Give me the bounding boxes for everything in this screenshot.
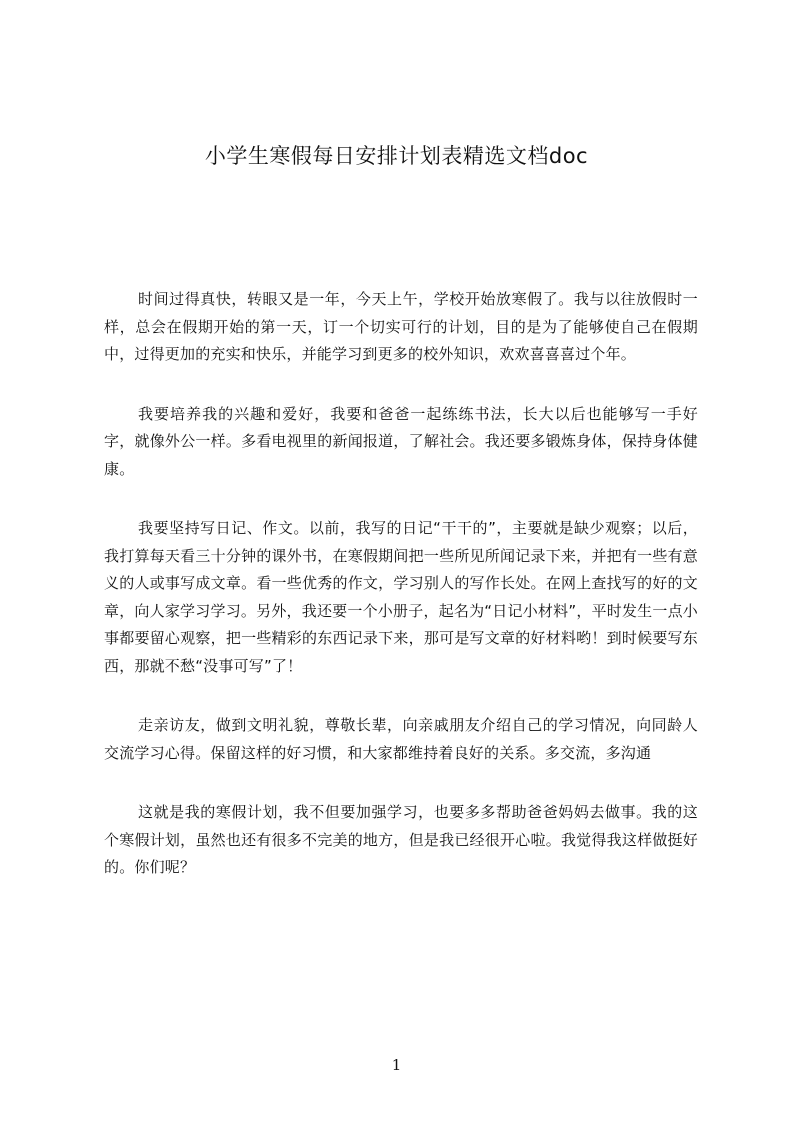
document-title: 小学生寒假每日安排计划表精选文档doc — [204, 144, 589, 168]
page-number: 1 — [391, 1056, 402, 1074]
paragraph-2: 我要培养我的兴趣和爱好，我要和爸爸一起练练书法，长大以后也能够写一手好字，就像外公一样。多看电视里的新闻报道，了解社会。我还要多锻炼身体，保持身体健康。 — [104, 404, 698, 478]
paragraph-1: 时间过得真快，转眼又是一年，今天上午，学校开始放寒假了。我与以往放假时一样，总会在假期开始的第一天，订一个切实可行的计划，目的是为了能够使自己在假期中，过得更加的充实和快乐，并能学习到更多的校外知识，欢欢喜喜喜过个年。 — [104, 290, 698, 363]
paragraph-5: 这就是我的寒假计划，我不但要加强学习，也要多多帮助爸爸妈妈去做事。我的这个寒假计划，虽然也还有很多不完美的地方，但是我已经很开心啦。我觉得我这样做挺好的。你们呢？ — [104, 803, 698, 876]
paragraph-3: 我要坚持写日记、作文。以前，我写的日记“干干的”，主要就是缺少观察；以后，我打算每天看三十分钟的课外书，在寒假期间把一些所见所闻记录下来，并把有一些有意义的人或事写成文章。看一些优秀的作文，学习别人的写作长处。在网上查找写的好的文章，向人家学习学习。另外，我还要一个小册子，起名为“日记小材料”，平时发生一点小事都要留心观察，把一些精彩的东西记录下来，那可是写文章的好材料哟！到时候要写东西，那就不愁“没事可写”了！ — [104, 519, 698, 675]
document-body — [104, 286, 698, 914]
paragraph-4: 走亲访友，做到文明礼貌，尊敬长辈，向亲戚朋友介绍自己的学习情况，向同龄人交流学习心得。保留这样的好习惯，和大家都维持着良好的关系。多交流，多沟通 — [104, 716, 698, 762]
